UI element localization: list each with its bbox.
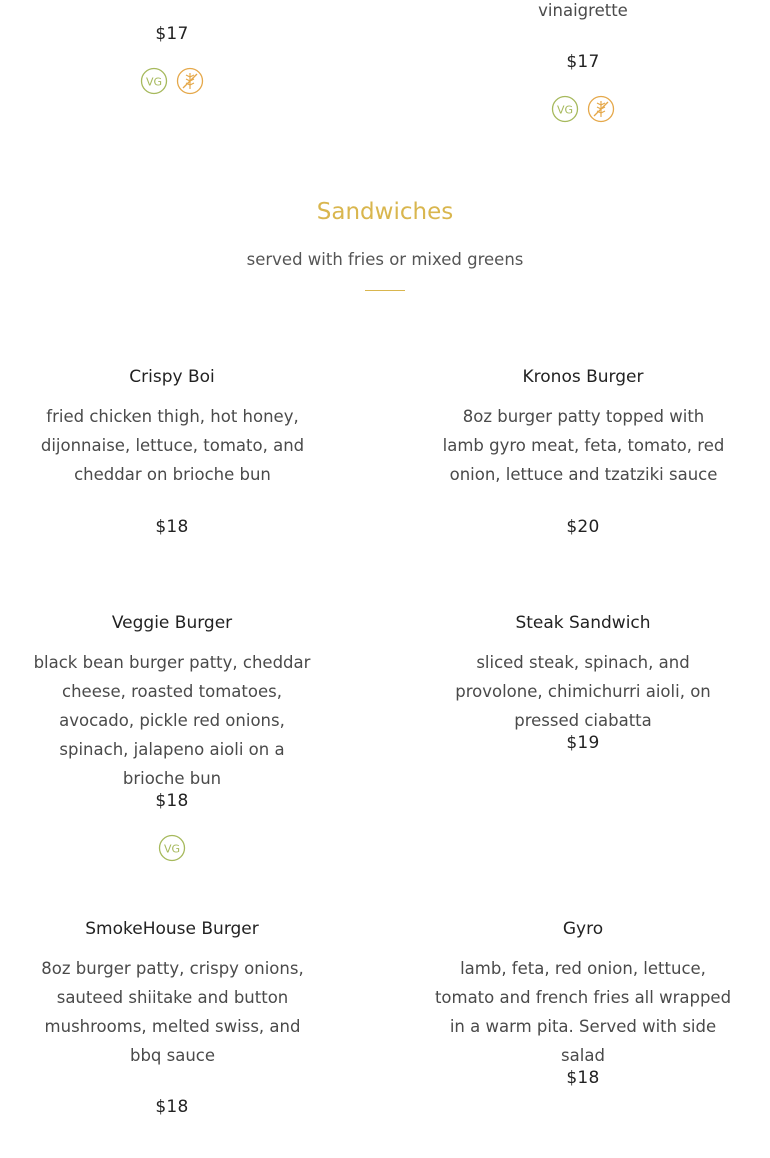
item-name: Kronos Burger — [522, 367, 644, 387]
item-price: $19 — [566, 733, 600, 753]
item-name: Veggie Burger — [111, 613, 233, 633]
gluten-free-icon — [176, 67, 204, 95]
dietary-icons — [483, 95, 683, 123]
section-subtitle: served with fries or mixed greens — [246, 250, 524, 269]
item-price: $18 — [155, 1097, 189, 1117]
vegetarian-icon — [158, 834, 186, 862]
item-price: $20 — [566, 517, 600, 537]
item-price: $17 — [155, 24, 189, 44]
svg-text:VG: VG — [556, 103, 574, 117]
svg-text:VG: VG — [163, 842, 181, 856]
item-price: $18 — [155, 791, 189, 811]
item-name: Crispy Boi — [129, 367, 215, 387]
gluten-free-icon — [587, 95, 615, 123]
item-description: vinaigrette — [538, 1, 628, 20]
item-price: $18 — [155, 517, 189, 537]
item-price: $17 — [566, 52, 600, 72]
dietary-icons — [72, 67, 272, 95]
vegetarian-icon — [140, 67, 168, 95]
item-name: SmokeHouse Burger — [85, 919, 259, 939]
item-name: Gyro — [562, 919, 604, 939]
item-price: $18 — [566, 1068, 600, 1088]
item-description: sliced steak, spinach, and provolone, chimichurri aioli, on pressed ciabatta — [455, 653, 711, 730]
item-description: lamb, feta, red onion, lettuce, tomato and french fries all wrapped in a warm pita. Served with side salad — [434, 959, 732, 1065]
vegetarian-icon — [551, 95, 579, 123]
item-description: black bean burger patty, cheddar cheese, roasted tomatoes, avocado, pickle red onions, spinach, jalapeno aioli on a brioche bun — [33, 653, 311, 788]
item-description: 8oz burger patty topped with lamb gyro meat, feta, tomato, red onion, lettuce and tzatziki sauce — [442, 407, 725, 484]
item-name: Steak Sandwich — [515, 613, 651, 633]
dietary-icons — [72, 834, 272, 862]
item-description: fried chicken thigh, hot honey, dijonnaise, lettuce, tomato, and cheddar on brioche bun — [40, 407, 305, 484]
item-description: 8oz burger patty, crispy onions, sauteed shiitake and button mushrooms, melted swiss, and bbq sauce — [41, 959, 304, 1065]
section-title: Sandwiches — [316, 199, 454, 225]
section-divider — [365, 290, 405, 291]
svg-text:VG: VG — [145, 75, 163, 89]
